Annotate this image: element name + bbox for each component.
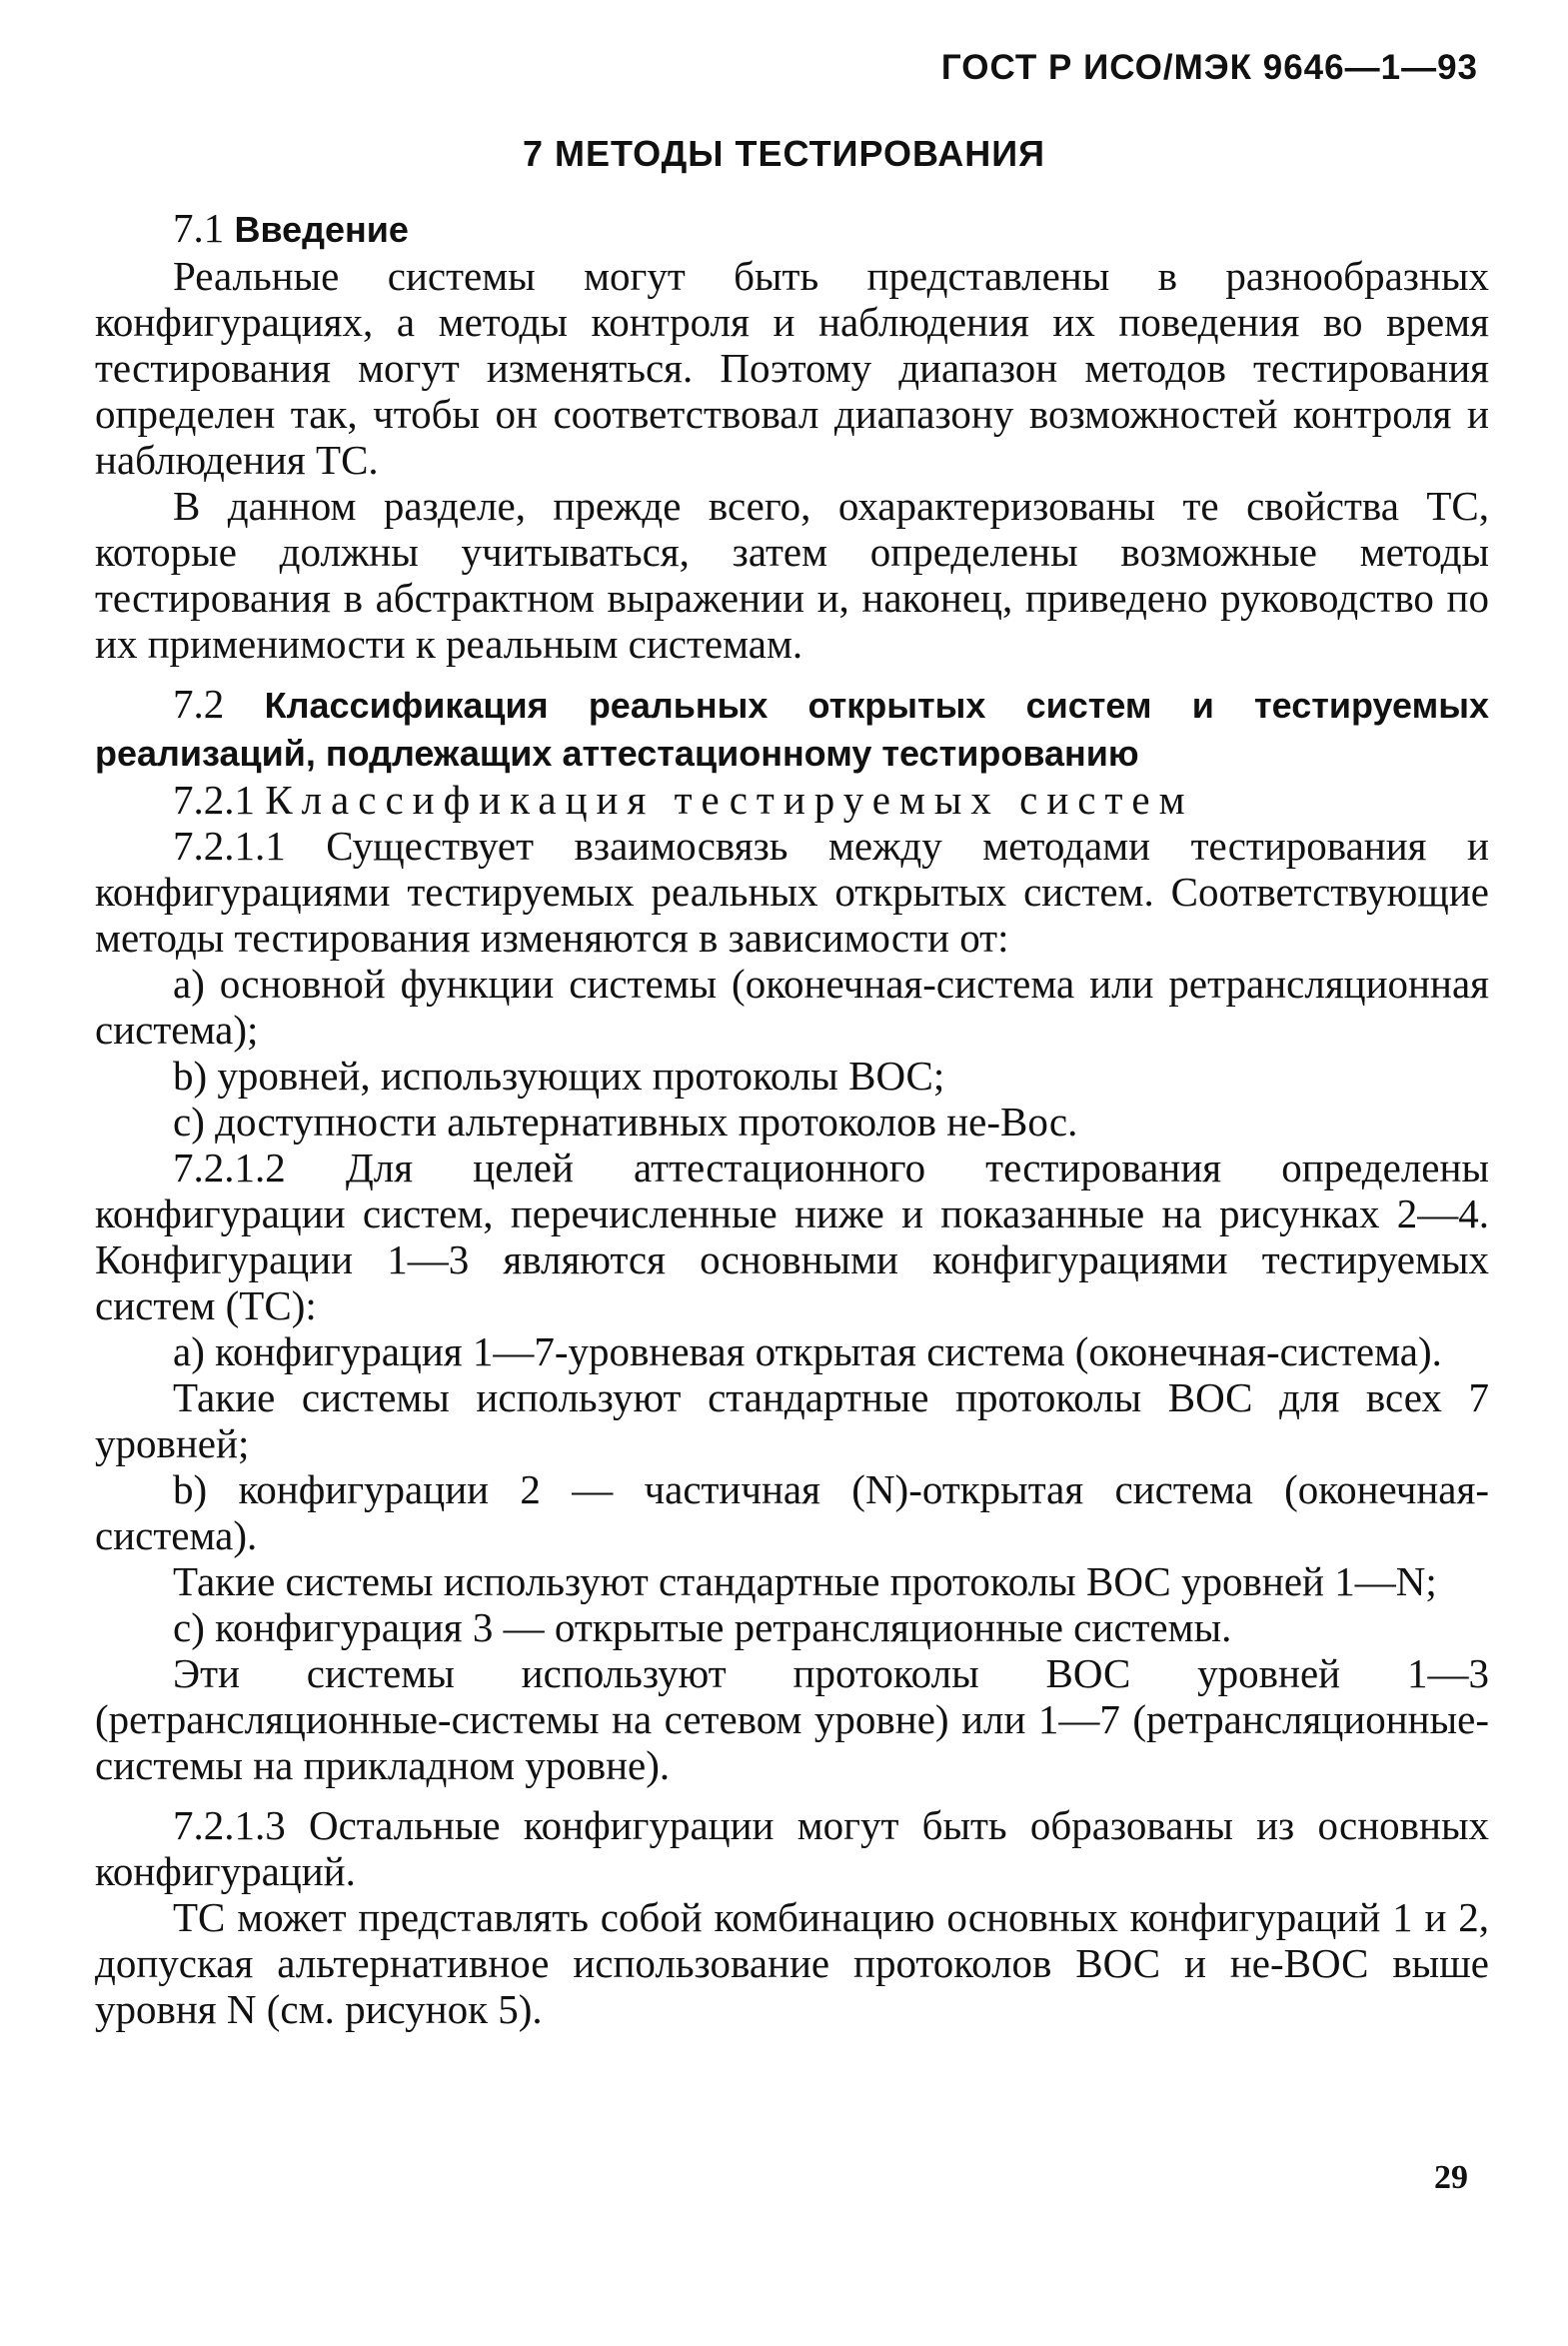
list-item: а) основной функции системы (оконечная-система или ретрансляционная система); (95, 961, 1489, 1053)
subsection-number: 7.2 (173, 681, 265, 727)
list-item: а) конфигурация 1—7-уровневая открытая система (оконечная-система). (173, 1328, 1442, 1374)
subsection-title: Классификация тестируемых систем (265, 777, 1194, 823)
subsection-7-2-1-heading (95, 777, 1489, 823)
page-number: 29 (1434, 2159, 1468, 2196)
list-item: b) конфигурации 2 — частичная (N)-открытая система (оконечная-система). (95, 1466, 1489, 1558)
subsection-number: 7.1 (173, 205, 235, 251)
subsection-title: Классификация реальных открытых систем и тестируемых реализаций, подлежащих аттестационному тестированию (95, 685, 1489, 774)
list-item: с) доступности альтернативных протоколов не-Вос. (173, 1099, 1078, 1145)
list-item-note: Такие системы используют стандартные протоколы ВОС уровней 1—N; (173, 1558, 1437, 1604)
subsection-7-1-heading (95, 205, 1489, 253)
list-item: b) уровней, использующих протоколы ВОС; (173, 1053, 945, 1099)
section-title: 7 МЕТОДЫ ТЕСТИРОВАНИЯ (523, 133, 1045, 174)
paragraph: В данном разделе, прежде всего, охарактеризованы те свойства ТС, которые должны учитываться, затем определены возможные методы тестирования в абстрактном выражении и, наконец, приведено руководство по их применимости к реальным системам. (95, 483, 1489, 667)
list-item-note: Эти системы используют протоколы ВОС уровней 1—3 (ретрансляционные-системы на сетевом уровне) или 1—7 (ретрансляционные-системы на прикладном уровне). (95, 1650, 1489, 1788)
subsection-title: Введение (234, 209, 409, 250)
paragraph: Реальные системы могут быть представлены в разнообразных конфигурациях, а методы контроля и наблюдения их поведения во время тестирования могут изменяться. Поэтому диапазон методов тестирования определен так, чтобы он соответствовал диапазону возможностей контроля и наблюдения ТС. (95, 253, 1489, 483)
document-body (95, 205, 1489, 2032)
list-item-note: Такие системы используют стандартные протоколы ВОС для всех 7 уровней; (95, 1374, 1489, 1466)
paragraph: 7.2.1.1 Существует взаимосвязь между методами тестирования и конфигурациями тестируемых реальных открытых систем. Соответствующие методы тестирования изменяются в зависимости от: (95, 823, 1489, 961)
paragraph: 7.2.1.2 Для целей аттестационного тестирования определены конфигурации систем, перечисленные ниже и показанные на рисунках 2—4. Конфигурации 1—3 являются основными конфигурациями тестируемых систем (ТС): (95, 1145, 1489, 1328)
paragraph: 7.2.1.3 Остальные конфигурации могут быть образованы из основных конфигураций. (95, 1802, 1489, 1894)
standard-header: ГОСТ Р ИСО/МЭК 9646—1—93 (940, 48, 1478, 87)
subsection-7-2-heading (95, 681, 1489, 777)
subsection-number: 7.2.1 (173, 777, 266, 823)
list-item: с) конфигурация 3 — открытые ретрансляционные системы. (173, 1604, 1232, 1650)
paragraph: ТС может представлять собой комбинацию основных конфигураций 1 и 2, допуская альтернативное использование протоколов ВОС и не-ВОС выше уровня N (см. рисунок 5). (95, 1894, 1489, 2032)
